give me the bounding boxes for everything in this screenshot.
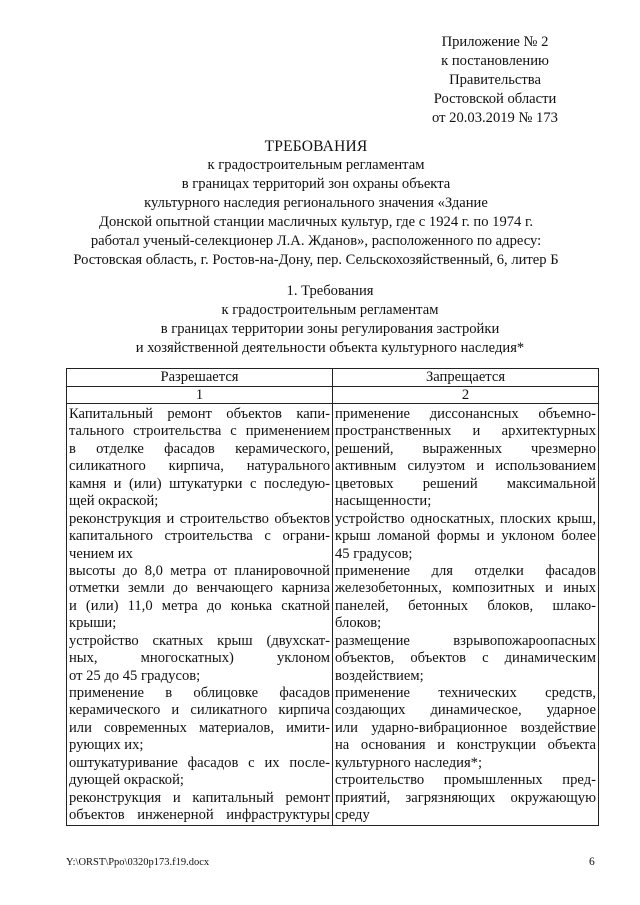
allowed-cell — [67, 404, 333, 826]
column-number-2: 2 — [333, 387, 599, 404]
allowed-line: рующих их; — [69, 737, 144, 754]
forbidden-line: крыш ломаной формы и уклоном более — [335, 528, 596, 545]
allowed-line: керамического и силикатного кирпича — [69, 702, 330, 719]
allowed-line: в отделке фасадов керамического, — [69, 440, 330, 457]
forbidden-cell — [333, 404, 599, 826]
forbidden-line: применение технических средств, — [335, 685, 596, 701]
allowed-line: реконструкция и строительство объектов — [69, 510, 330, 527]
table-row — [67, 404, 599, 826]
forbidden-line: размещение взрывопожароопасных — [335, 632, 596, 649]
title-line: в границах территорий зон охраны объекта — [181, 176, 451, 192]
forbidden-line: насыщенности; — [335, 493, 432, 510]
forbidden-line: воздействием; — [335, 667, 424, 684]
allowed-line: реконструкция и капитальный ремонт — [69, 789, 330, 806]
document-title — [56, 137, 576, 270]
allowed-line: щей окраской; — [69, 493, 159, 510]
allowed-line: тального строительства с применением — [69, 423, 330, 440]
header-allowed: Разрешается — [67, 369, 333, 387]
allowed-line: ных, многоскатных) уклоном — [69, 650, 330, 667]
allowed-line: объектов инженерной инфраструктуры — [69, 807, 330, 824]
allowed-line: устройство скатных крыш (двухскат- — [69, 632, 330, 649]
forbidden-line: среду — [335, 807, 370, 824]
table-number-row — [67, 387, 599, 404]
title-line: к градостроительным регламентам — [207, 157, 425, 173]
allowed-line: дующей окраской; — [69, 772, 184, 789]
allowed-line: капитального строительства с ограни- — [69, 528, 330, 545]
section-heading — [70, 282, 590, 358]
file-path: Y:\ORST\Ppo\0320p173.f19.docx — [66, 857, 210, 868]
title-line: Донской опытной станции масличных культур, где с 1924 г. по 1974 г. — [99, 214, 533, 230]
forbidden-line: объектов, объектов с динамическим — [335, 650, 596, 667]
allowed-line: силикатного кирпича, натурального — [69, 458, 330, 475]
allowed-line: или современных материалов, имити- — [69, 719, 330, 736]
annex-line: к постановлению — [441, 53, 549, 69]
title-line: работал ученый-селекционер Л.А. Жданов», расположенного по адресу: — [90, 233, 542, 249]
forbidden-line: железобетонных, композитных и иных — [335, 580, 596, 597]
header-forbidden: Запрещается — [333, 369, 599, 387]
annex-line: Приложение № 2 — [441, 34, 549, 50]
column-number-1: 1 — [67, 387, 333, 404]
forbidden-line: создающих динамическое, ударное — [335, 702, 596, 719]
annex-line: Ростовской области — [433, 91, 557, 107]
forbidden-line: применение диссонансных объемно- — [335, 406, 596, 422]
allowed-line: чением их — [69, 545, 133, 562]
allowed-line: применение в облицовке фасадов — [69, 685, 330, 701]
table-header-row — [67, 369, 599, 387]
section-line: 1. Требования — [286, 283, 374, 299]
annex-line: Правительства — [449, 72, 541, 88]
forbidden-line: или ударно-вибрационное воздействие — [335, 719, 596, 736]
title-line: культурного наследия регионального значения «Здание — [144, 195, 488, 211]
requirements-table — [66, 368, 599, 826]
forbidden-line: пространственных и архитектурных — [335, 423, 596, 440]
section-line: в границах территории зоны регулирования застройки — [160, 321, 500, 337]
allowed-line: оштукатуривание фасадов с их после- — [69, 754, 330, 771]
title-line: Ростовская область, г. Ростов-на-Дону, пер. Сельскохозяйственный, 6, литер Б — [73, 252, 559, 268]
forbidden-line: панелей, бетонных блоков, шлако- — [335, 597, 596, 614]
forbidden-line: культурного наследия*; — [335, 754, 483, 771]
allowed-line: камня и (или) штукатурки с последую- — [69, 475, 330, 492]
allowed-line: и (или) 11,0 метра до конька скатной — [69, 597, 330, 614]
page-number: 6 — [589, 856, 595, 868]
allowed-line: Капитальный ремонт объектов капи- — [69, 406, 330, 422]
section-line: и хозяйственной деятельности объекта культурного наследия* — [135, 340, 525, 356]
annex-line: от 20.03.2019 № 173 — [432, 110, 558, 126]
forbidden-line: активным силуэтом и использованием — [335, 458, 596, 475]
forbidden-line: на основания и конструкции объекта — [335, 737, 596, 754]
forbidden-line: блоков; — [335, 615, 382, 632]
section-line: к градостроительным регламентам — [221, 302, 439, 318]
forbidden-line: 45 градусов; — [335, 545, 413, 562]
forbidden-line: решений, выраженных чрезмерно — [335, 440, 596, 457]
allowed-line: крыши; — [69, 615, 117, 632]
annex-block — [421, 33, 569, 128]
forbidden-line: цветовых решений максимальной — [335, 475, 596, 492]
allowed-line: высоты до 8,0 метра от планировочной — [69, 562, 330, 579]
forbidden-line: применение для отделки фасадов — [335, 562, 596, 579]
allowed-line: от 25 до 45 градусов; — [69, 667, 201, 684]
forbidden-line: устройство односкатных, плоских крыш, — [335, 510, 596, 527]
allowed-line: отметки земли до венчающего карниза — [69, 580, 330, 597]
forbidden-line: приятий, загрязняющих окружающую — [335, 789, 596, 806]
forbidden-line: строительство промышленных пред- — [335, 772, 596, 789]
title-heading: ТРЕБОВАНИЯ — [264, 138, 368, 155]
